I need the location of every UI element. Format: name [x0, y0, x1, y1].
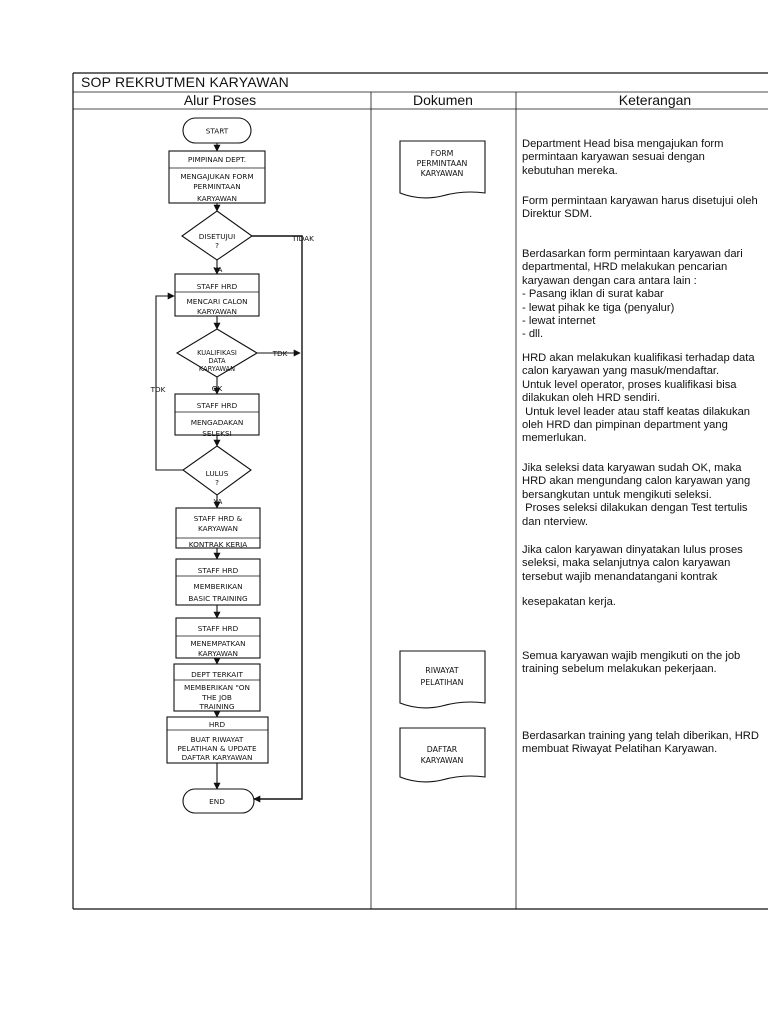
note-block: Department Head bisa mengajukan form permintaan karyawan sesuai dengan kebutuhan mereka. — [522, 138, 724, 177]
decision-disetujui-label: ? — [215, 241, 219, 250]
decision-kualifikasi-label: DATA — [208, 357, 226, 365]
decision-lulus-label: LULUS — [205, 469, 229, 478]
decision-kualifikasi-label: KUALIFIKASI — [197, 349, 237, 357]
step-mencari-text: KARYAWAN — [196, 307, 238, 316]
note-block: Jika seleksi data karyawan sudah OK, maka HRD akan mengundang calon karyawan yang bersangkutan untuk mengikuti seleksi. Proses seleksi dilakukan dengan Test tertulis dan nterview. — [522, 462, 751, 528]
start-label: START — [205, 126, 229, 136]
document-form-label: FORM — [430, 149, 454, 158]
step-menempatkan-text: KARYAWAN — [197, 649, 239, 658]
document-form-label: KARYAWAN — [420, 169, 464, 178]
branch-label-tdk: TDK — [150, 385, 166, 394]
decision-lulus-label: ? — [215, 478, 219, 487]
step-ojt-text: THE JOB — [202, 693, 232, 702]
step-riwayat-text: BUAT RIWAYAT — [190, 735, 244, 744]
note-block: Jika calon karyawan dinyatakan lulus proses seleksi, maka selanjutnya calon karyawan tersebut wajib menandatangani kontrak — [522, 544, 743, 583]
decision-kualifikasi-label: KARYAWAN — [198, 365, 236, 373]
step-menempatkan-title: STAFF HRD — [197, 624, 239, 633]
step-mencari-text: MENCARI CALON — [186, 297, 248, 306]
document-riwayat-label: PELATIHAN — [420, 678, 464, 687]
step-kontrak-text: KONTRAK KERJA — [188, 540, 248, 549]
step-ojt-text: MEMBERIKAN "ON — [183, 683, 251, 692]
branch-label-ok: OK — [211, 384, 223, 393]
document-daftar-label: DAFTAR — [426, 745, 458, 754]
note-block: kesepakatan kerja. — [522, 596, 616, 608]
step-seleksi-title: STAFF HRD — [196, 401, 238, 410]
step-riwayat-title: HRD — [208, 720, 226, 729]
step-seleksi-text: SELEKSI — [202, 429, 232, 438]
step-ojt-title: DEPT TERKAIT — [191, 670, 243, 679]
step-pimpinan-dept-text: MENGAJUKAN FORM — [180, 172, 254, 181]
column-header-dokumen: Dokumen — [413, 92, 473, 108]
note-block: Berdasarkan form permintaan karyawan dari departmental, HRD melakukan pencarian karyawan dengan cara antara lain : - Pasang iklan di surat kabar - lewat pihak ke tiga (penyalur) - lewat internet - dll. — [522, 248, 743, 341]
document-form-label: PERMINTAAN — [416, 159, 468, 168]
step-mencari-title: STAFF HRD — [196, 282, 238, 291]
note-block: Form permintaan karyawan harus disetujui oleh Direktur SDM. — [522, 195, 758, 221]
step-basic-training-text: MEMBERIKAN — [193, 582, 243, 591]
end-label: END — [209, 797, 225, 806]
branch-label-ya: YA — [213, 497, 223, 506]
step-riwayat-text: PELATIHAN & UPDATE — [177, 744, 257, 753]
branch-label-tdk: TDK — [272, 349, 288, 358]
step-riwayat-text: DAFTAR KARYAWAN — [181, 753, 253, 762]
step-kontrak-title: STAFF HRD & — [193, 514, 243, 523]
step-basic-training-text: BASIC TRAINING — [188, 594, 248, 603]
step-pimpinan-dept-text: KARYAWAN — [196, 194, 238, 203]
note-block: HRD akan melakukan kualifikasi terhadap data calon karyawan yang masuk/mendaftar. Untuk level operator, proses kualifikasi bisa dilakukan oleh HRD sendiri. Untuk level leader atau staff keatas dilakukan oleh HRD dan pimpinan department yang memerlukan. — [522, 352, 755, 445]
step-kontrak-text: KARYAWAN — [197, 524, 239, 533]
document-daftar-label: KARYAWAN — [420, 756, 464, 765]
step-pimpinan-dept-text: PERMINTAAN — [193, 182, 241, 191]
branch-label-ya: YA — [213, 265, 223, 274]
note-block: Berdasarkan training yang telah diberikan, HRD membuat Riwayat Pelatihan Karyawan. — [522, 730, 759, 756]
document-riwayat-label: RIWAYAT — [425, 666, 459, 675]
step-ojt-text: TRAINING — [199, 702, 235, 711]
page-title: SOP REKRUTMEN KARYAWAN — [81, 74, 289, 90]
document-daftar-karyawan — [400, 728, 485, 782]
branch-label-tidak: TIDAK — [292, 234, 314, 243]
note-block: Semua karyawan wajib mengikuti on the job training sebelum melakukan pekerjaan. — [522, 650, 741, 676]
decision-disetujui-label: DISETUJUI — [198, 232, 236, 241]
step-basic-training-title: STAFF HRD — [197, 566, 239, 575]
column-header-keterangan: Keterangan — [618, 92, 692, 108]
column-header-alur-proses: Alur Proses — [183, 92, 257, 108]
step-menempatkan-text: MENEMPATKAN — [190, 639, 246, 648]
step-seleksi-text: MENGADAKAN — [190, 418, 244, 427]
step-pimpinan-dept-title: PIMPINAN DEPT. — [187, 155, 247, 164]
